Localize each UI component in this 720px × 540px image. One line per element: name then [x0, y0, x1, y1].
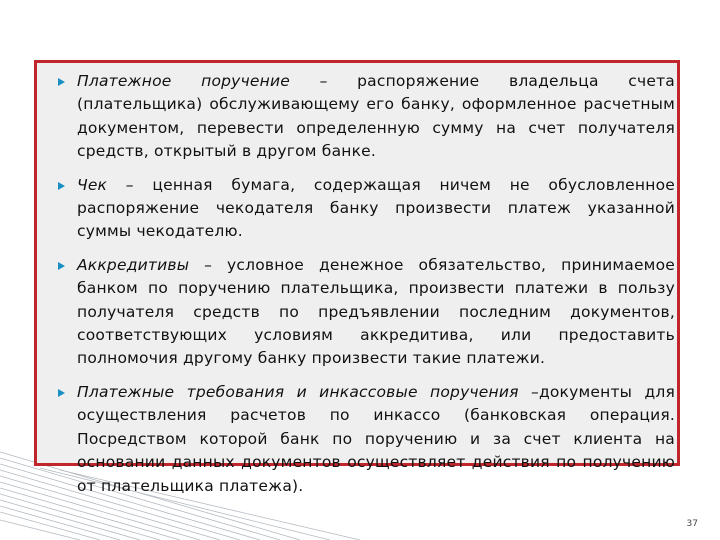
content-frame	[34, 60, 680, 495]
list-item	[53, 70, 675, 164]
triangle-bullet-icon	[58, 262, 65, 270]
definition: – условное денежное обязательство, принимаемое банком по поручению плательщика, произвести платежи в пользу получателя средств по предъявлении последним документов, соответствующих условиям аккредитива, или предоставить полномочия другому банку произвести такие платежи.	[77, 255, 675, 368]
triangle-bullet-icon	[58, 389, 65, 397]
list-item	[53, 381, 675, 498]
page-number: 37	[686, 519, 698, 529]
definition: –документы для осуществления расчетов по инкассо (банковская операция. Посредством которой банк по поручению и за счет клиента на основании данных документов осуществляет действия по получению от плательщика платежа).	[77, 382, 675, 495]
triangle-bullet-icon	[58, 78, 65, 86]
term: Аккредитивы	[77, 255, 190, 274]
definition: – ценная бумага, содержащая ничем не обусловленное распоряжение чекодателя банку произвести платеж указанной суммы чекодателю.	[77, 175, 675, 241]
list-item	[53, 254, 675, 371]
term: Платежное поручение	[77, 72, 290, 90]
triangle-bullet-icon	[58, 182, 65, 190]
list-item	[53, 174, 675, 244]
definition: – распоряжение владельца счета (плательщика) обслуживающему его банку, оформленное расчетным документом, перевести определенную сумму на счет получателя средств, открытый в другом банке.	[77, 72, 675, 161]
definition-list	[53, 70, 675, 508]
term: Платежные требования и инкассовые поручения	[77, 382, 519, 401]
term: Чек	[77, 175, 108, 194]
